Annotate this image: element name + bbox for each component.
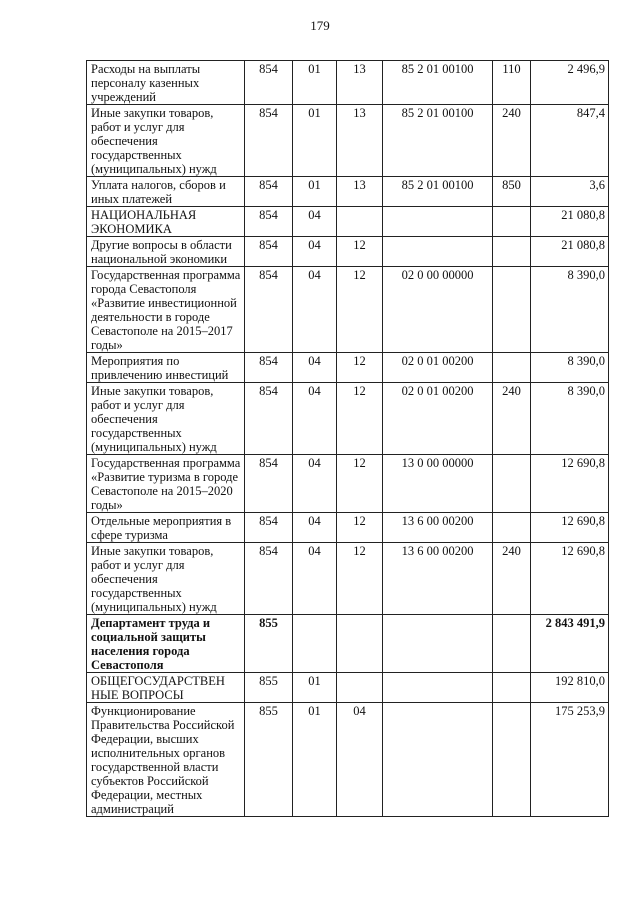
- table-row: [87, 61, 609, 105]
- table-row: [87, 513, 609, 543]
- cell-razdel: 04: [293, 237, 337, 267]
- cell-csr: 02 0 01 00200: [383, 383, 493, 455]
- cell-csr: 02 0 00 00000: [383, 267, 493, 353]
- cell-podrazdel: 12: [337, 237, 383, 267]
- cell-ved: 855: [245, 703, 293, 817]
- cell-ved: 854: [245, 105, 293, 177]
- cell-csr: 13 0 00 00000: [383, 455, 493, 513]
- budget-table-body: [87, 61, 609, 817]
- cell-vr: [493, 513, 531, 543]
- cell-vr: [493, 207, 531, 237]
- cell-csr: 85 2 01 00100: [383, 105, 493, 177]
- cell-razdel: 04: [293, 513, 337, 543]
- cell-ved: 854: [245, 207, 293, 237]
- cell-name: ОБЩЕГОСУДАРСТВЕН НЫЕ ВОПРОСЫ: [87, 673, 245, 703]
- cell-vr: [493, 455, 531, 513]
- table-row: [87, 615, 609, 673]
- cell-podrazdel: 04: [337, 703, 383, 817]
- cell-vr: 240: [493, 543, 531, 615]
- cell-vr: [493, 353, 531, 383]
- cell-name: Уплата налогов, сборов и иных платежей: [87, 177, 245, 207]
- cell-name: Отдельные мероприятия в сфере туризма: [87, 513, 245, 543]
- cell-ved: 854: [245, 455, 293, 513]
- cell-name: Иные закупки товаров, работ и услуг для обеспечения государственных (муниципальных) нужд: [87, 105, 245, 177]
- cell-razdel: 01: [293, 61, 337, 105]
- cell-vr: 240: [493, 383, 531, 455]
- cell-vr: 240: [493, 105, 531, 177]
- cell-podrazdel: 12: [337, 353, 383, 383]
- cell-podrazdel: 13: [337, 177, 383, 207]
- cell-ved: 854: [245, 267, 293, 353]
- cell-name: Государственная программа «Развитие туризма в городе Севастополе на 2015–2020 годы»: [87, 455, 245, 513]
- cell-name: Государственная программа города Севастополя «Развитие инвестиционной деятельности в городе Севастополе на 2015–2017 годы»: [87, 267, 245, 353]
- table-row: [87, 703, 609, 817]
- cell-sum: 2 496,9: [531, 61, 609, 105]
- cell-name: НАЦИОНАЛЬНАЯ ЭКОНОМИКА: [87, 207, 245, 237]
- cell-podrazdel: [337, 207, 383, 237]
- table-row: [87, 237, 609, 267]
- table-row: [87, 177, 609, 207]
- table-row: [87, 455, 609, 513]
- cell-sum: 8 390,0: [531, 353, 609, 383]
- cell-vr: 850: [493, 177, 531, 207]
- cell-sum: 8 390,0: [531, 383, 609, 455]
- cell-name: Иные закупки товаров, работ и услуг для обеспечения государственных (муниципальных) нужд: [87, 543, 245, 615]
- cell-ved: 854: [245, 237, 293, 267]
- cell-sum: 3,6: [531, 177, 609, 207]
- cell-razdel: [293, 615, 337, 673]
- cell-ved: 854: [245, 383, 293, 455]
- cell-name: Другие вопросы в области национальной экономики: [87, 237, 245, 267]
- cell-vr: [493, 267, 531, 353]
- cell-sum: 175 253,9: [531, 703, 609, 817]
- budget-table: [86, 60, 609, 817]
- cell-csr: 13 6 00 00200: [383, 543, 493, 615]
- cell-ved: 854: [245, 61, 293, 105]
- cell-name: Функционирование Правительства Российской Федерации, высших исполнительных органов государственной власти субъектов Российской Федерации, местных администраций: [87, 703, 245, 817]
- cell-sum: 12 690,8: [531, 513, 609, 543]
- cell-ved: 855: [245, 673, 293, 703]
- cell-csr: [383, 615, 493, 673]
- cell-razdel: 04: [293, 543, 337, 615]
- cell-sum: 192 810,0: [531, 673, 609, 703]
- table-row: [87, 383, 609, 455]
- cell-podrazdel: 13: [337, 61, 383, 105]
- cell-name: Мероприятия по привлечению инвестиций: [87, 353, 245, 383]
- cell-podrazdel: 12: [337, 513, 383, 543]
- cell-razdel: 01: [293, 703, 337, 817]
- cell-razdel: 01: [293, 105, 337, 177]
- page-number: 179: [310, 18, 330, 33]
- cell-podrazdel: 12: [337, 455, 383, 513]
- cell-razdel: 01: [293, 673, 337, 703]
- cell-csr: 85 2 01 00100: [383, 61, 493, 105]
- cell-ved: 855: [245, 615, 293, 673]
- cell-sum: 847,4: [531, 105, 609, 177]
- cell-vr: 110: [493, 61, 531, 105]
- cell-razdel: 04: [293, 455, 337, 513]
- cell-ved: 854: [245, 177, 293, 207]
- table-row: [87, 353, 609, 383]
- table-row: [87, 105, 609, 177]
- cell-vr: [493, 237, 531, 267]
- cell-name: Расходы на выплаты персоналу казенных учреждений: [87, 61, 245, 105]
- cell-name: Департамент труда и социальной защиты населения города Севастополя: [87, 615, 245, 673]
- cell-vr: [493, 703, 531, 817]
- cell-csr: [383, 673, 493, 703]
- cell-csr: [383, 207, 493, 237]
- cell-razdel: 04: [293, 267, 337, 353]
- table-row: [87, 267, 609, 353]
- cell-name: Иные закупки товаров, работ и услуг для обеспечения государственных (муниципальных) нужд: [87, 383, 245, 455]
- cell-podrazdel: 12: [337, 543, 383, 615]
- cell-sum: 12 690,8: [531, 455, 609, 513]
- cell-sum: 21 080,8: [531, 207, 609, 237]
- cell-csr: 85 2 01 00100: [383, 177, 493, 207]
- cell-podrazdel: [337, 673, 383, 703]
- cell-razdel: 04: [293, 207, 337, 237]
- table-row: [87, 543, 609, 615]
- cell-vr: [493, 673, 531, 703]
- cell-csr: 02 0 01 00200: [383, 353, 493, 383]
- cell-csr: 13 6 00 00200: [383, 513, 493, 543]
- cell-ved: 854: [245, 543, 293, 615]
- cell-podrazdel: [337, 615, 383, 673]
- cell-sum: 2 843 491,9: [531, 615, 609, 673]
- cell-csr: [383, 703, 493, 817]
- cell-sum: 8 390,0: [531, 267, 609, 353]
- cell-razdel: 04: [293, 353, 337, 383]
- cell-ved: 854: [245, 513, 293, 543]
- cell-csr: [383, 237, 493, 267]
- cell-razdel: 01: [293, 177, 337, 207]
- cell-sum: 21 080,8: [531, 237, 609, 267]
- cell-podrazdel: 13: [337, 105, 383, 177]
- cell-vr: [493, 615, 531, 673]
- cell-podrazdel: 12: [337, 267, 383, 353]
- table-row: [87, 207, 609, 237]
- cell-ved: 854: [245, 353, 293, 383]
- cell-podrazdel: 12: [337, 383, 383, 455]
- cell-razdel: 04: [293, 383, 337, 455]
- table-row: [87, 673, 609, 703]
- cell-sum: 12 690,8: [531, 543, 609, 615]
